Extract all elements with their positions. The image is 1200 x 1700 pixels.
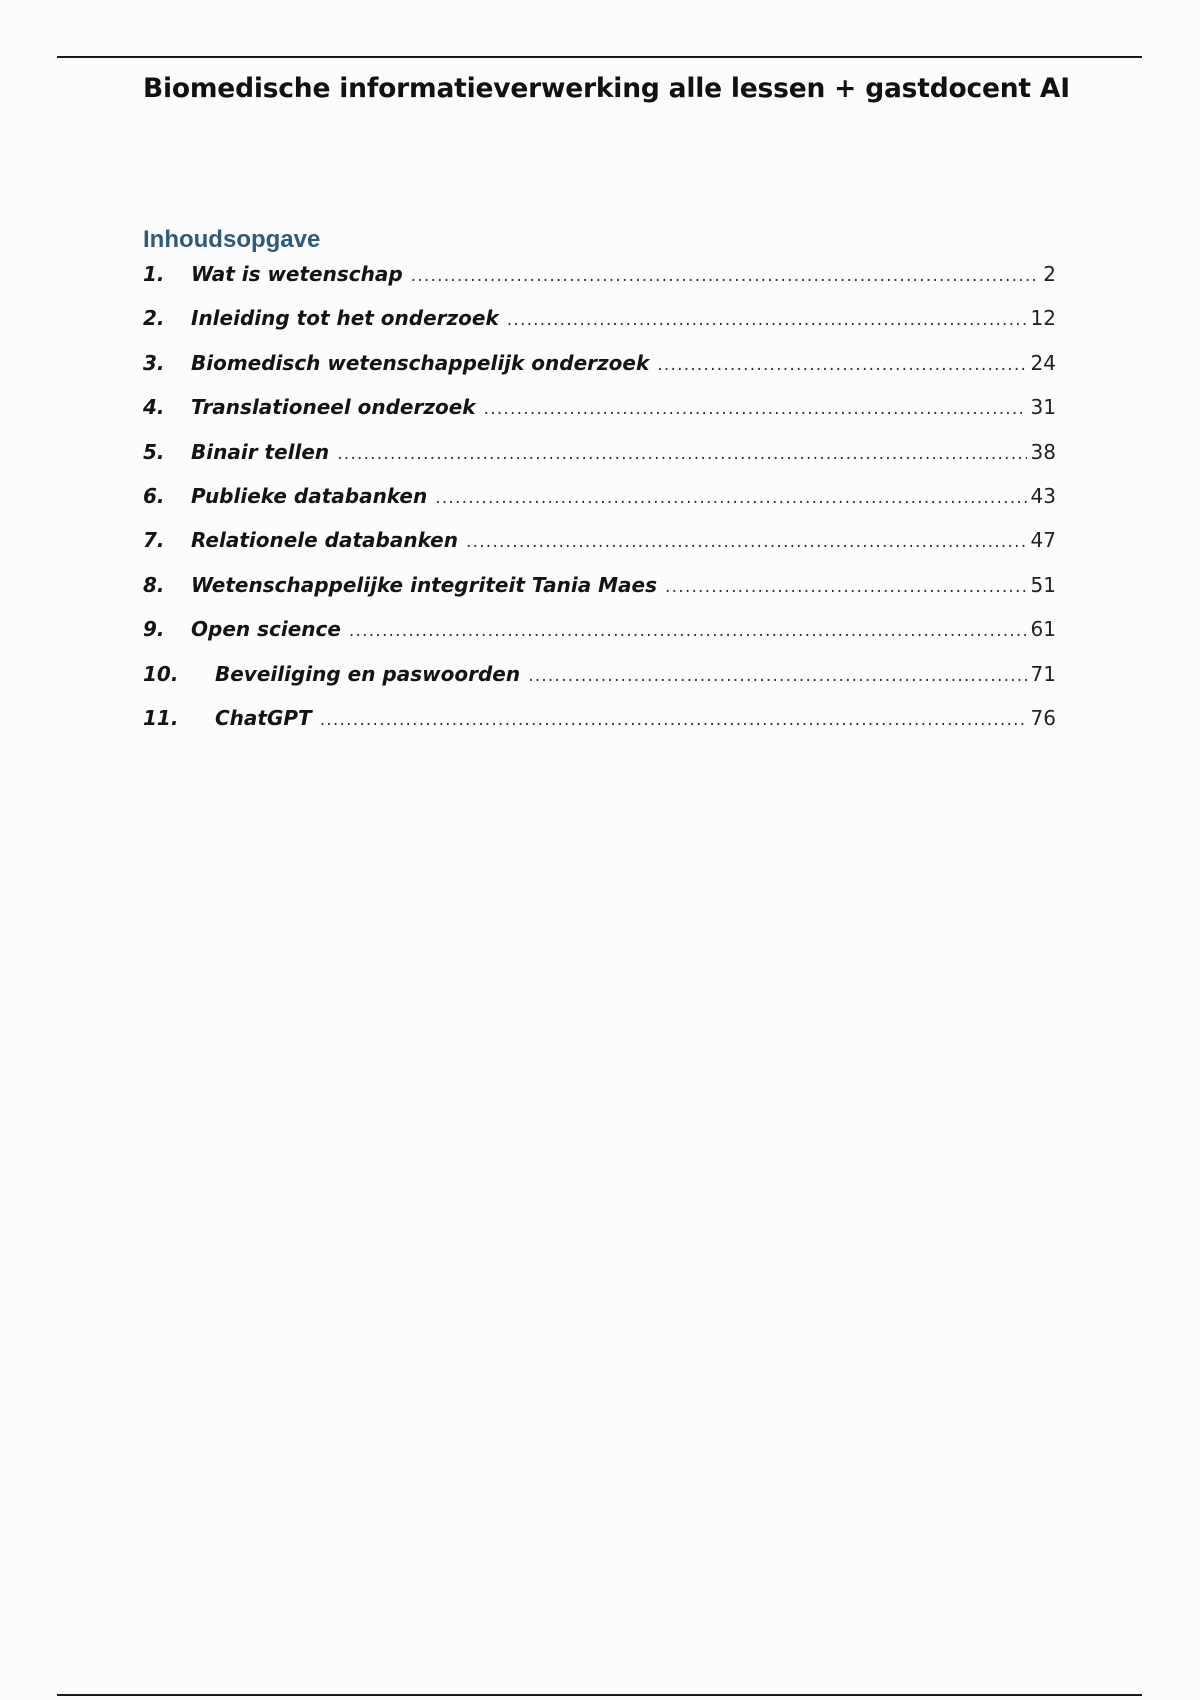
toc-entry-label: Translationeel onderzoek: [191, 395, 476, 420]
toc-entry-label: Relationele databanken: [191, 528, 458, 553]
toc-entry-page: 24: [1030, 350, 1056, 375]
toc-entry-4[interactable]: [143, 395, 1056, 439]
toc-entry-page: 51: [1030, 572, 1056, 597]
toc-entry-number: 7.: [143, 528, 165, 553]
toc-entry-2[interactable]: [143, 306, 1056, 350]
toc-dot-leader: [528, 666, 1026, 686]
toc-entry-number: 2.: [143, 306, 165, 331]
toc-entry-page: 43: [1030, 483, 1056, 508]
header-rule: [57, 56, 1142, 58]
toc-entry-number: 4.: [143, 395, 165, 420]
toc-entry-number: 10.: [143, 661, 179, 686]
toc-dot-leader: [466, 532, 1027, 552]
toc-entry-label: Wetenschappelijke integriteit Tania Maes: [191, 572, 658, 597]
toc-entry-page: 12: [1030, 306, 1056, 331]
toc-entry-number: 1.: [143, 262, 165, 286]
toc-dot-leader: [507, 310, 1027, 330]
toc-entry-3[interactable]: [143, 351, 1056, 395]
toc-entry-page: 31: [1030, 395, 1056, 420]
toc-dot-leader: [320, 710, 1027, 730]
toc-dot-leader: [411, 266, 1040, 286]
toc-entry-number: 5.: [143, 439, 165, 464]
toc-entry-9[interactable]: [143, 617, 1056, 661]
toc-dot-leader: [665, 577, 1027, 597]
toc-entry-1[interactable]: [143, 262, 1056, 306]
toc-entry-label: Binair tellen: [191, 439, 330, 464]
toc-entry-page: 38: [1030, 439, 1056, 464]
toc-entry-6[interactable]: [143, 484, 1056, 528]
toc-dot-leader: [349, 621, 1027, 641]
toc-entry-label: Open science: [191, 617, 341, 642]
toc-entry-label: ChatGPT: [215, 705, 312, 730]
toc-entry-label: Biomedisch wetenschappelijk onderzoek: [191, 350, 650, 375]
toc-dot-leader: [484, 399, 1027, 419]
toc-dot-leader: [337, 444, 1026, 464]
footer-rule: [57, 1694, 1142, 1696]
toc-entry-number: 9.: [143, 617, 165, 642]
toc-entry-label: Beveiliging en paswoorden: [215, 661, 521, 686]
toc-entry-5[interactable]: [143, 440, 1056, 484]
toc-entry-page: 47: [1030, 528, 1056, 553]
toc-entry-number: 3.: [143, 350, 165, 375]
toc-dot-leader: [435, 488, 1026, 508]
toc-entry-page: 61: [1030, 617, 1056, 642]
toc-entry-7[interactable]: [143, 528, 1056, 572]
toc-entry-page: 76: [1030, 705, 1056, 730]
toc-entry-8[interactable]: [143, 573, 1056, 617]
toc-entry-page: 2: [1043, 262, 1056, 286]
toc-entry-label: Publieke databanken: [191, 483, 428, 508]
toc-entry-label: Wat is wetenschap: [191, 262, 403, 286]
toc-entry-page: 71: [1030, 661, 1056, 686]
toc-heading: Inhoudsopgave: [143, 226, 321, 253]
toc-entry-number: 11.: [143, 705, 179, 730]
toc-entry-number: 8.: [143, 572, 165, 597]
toc-entry-number: 6.: [143, 483, 165, 508]
toc-entry-10[interactable]: [143, 662, 1056, 706]
document-title: Biomedische informatieverwerking alle lessen + gastdocent AI: [143, 73, 1070, 104]
toc-dot-leader: [657, 355, 1026, 375]
table-of-contents: [143, 262, 1056, 750]
toc-entry-11[interactable]: [143, 706, 1056, 750]
toc-entry-label: Inleiding tot het onderzoek: [191, 306, 499, 331]
